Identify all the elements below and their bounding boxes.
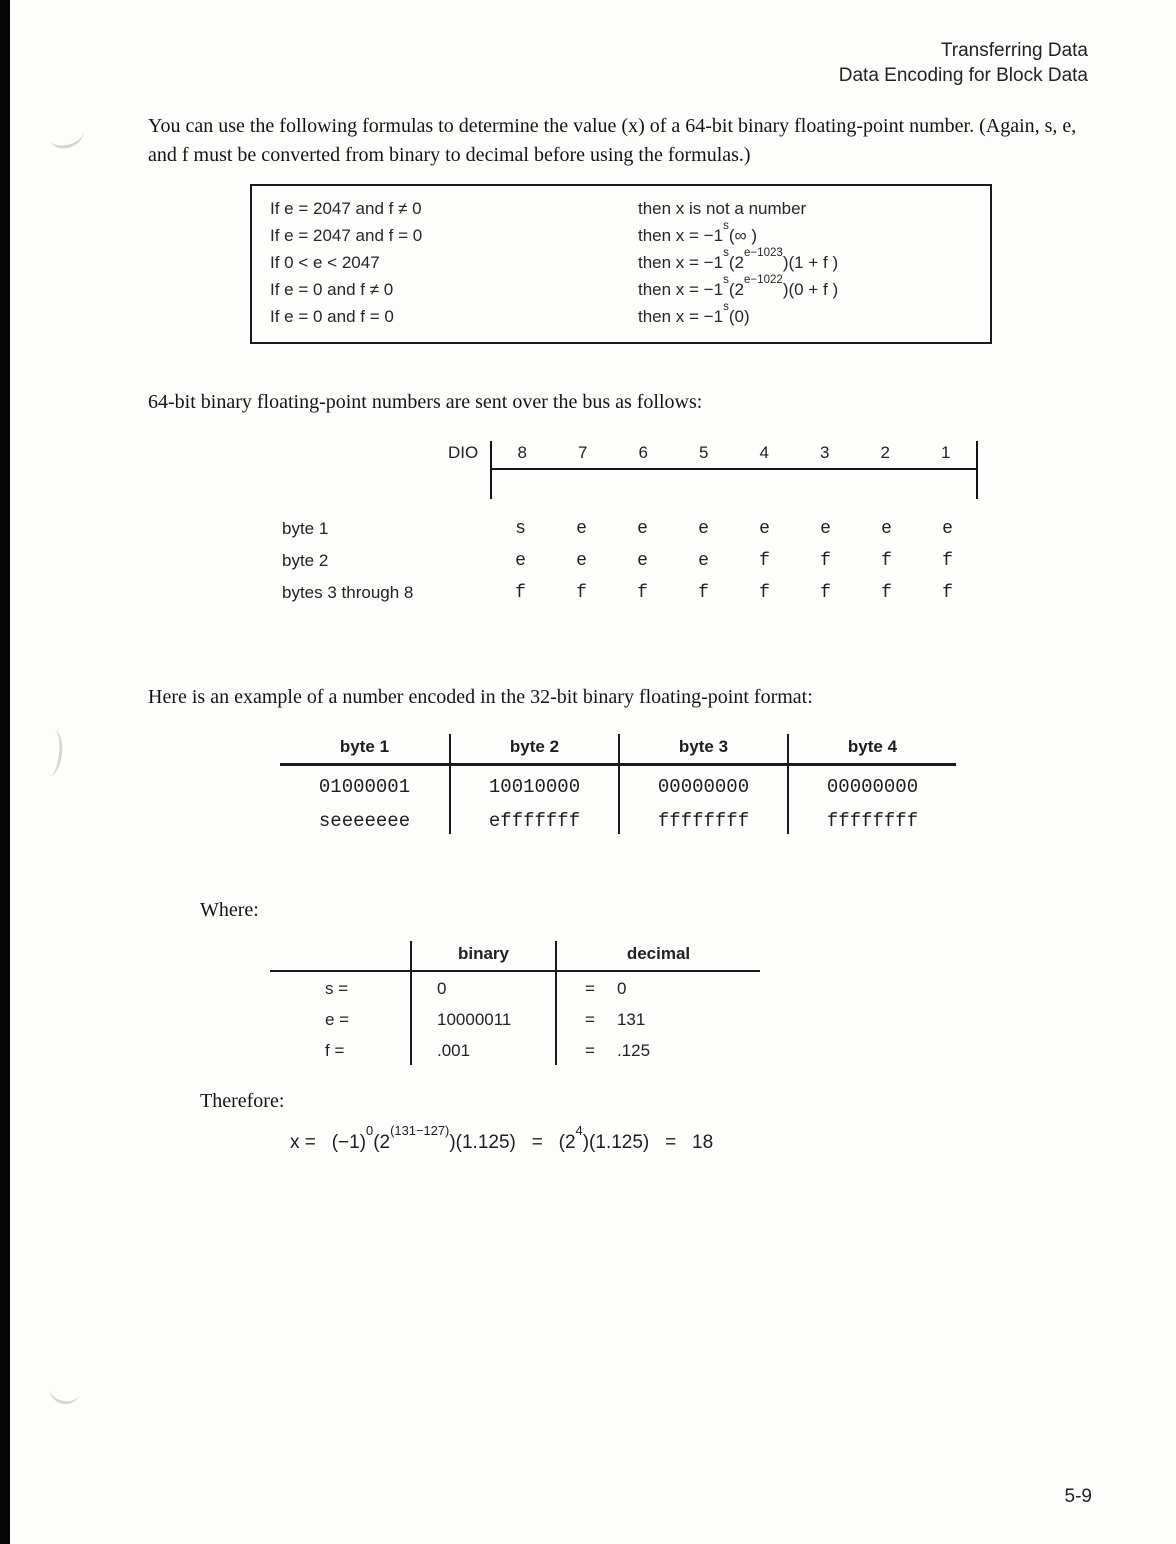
where-table xyxy=(270,941,1176,1065)
example-table xyxy=(280,734,1176,834)
where-decimal-value: 0 xyxy=(616,979,627,998)
formula-row xyxy=(252,249,990,276)
dio-row-cells: e e e e f f f f xyxy=(515,551,953,571)
example-table-header-cell: byte 1 xyxy=(280,734,449,766)
dio-row-cells: f f f f f f f f xyxy=(515,583,953,603)
formula-result: then x is not a number xyxy=(638,199,807,218)
formula-row xyxy=(252,303,990,330)
formula-condition: If e = 2047 and f = 0 xyxy=(270,226,423,245)
where-eq: = xyxy=(585,1041,595,1060)
example-table-header-cell: byte 2 xyxy=(449,734,618,766)
example-table-cell: ffffffff xyxy=(618,800,787,834)
formula-condition: If e = 0 and f = 0 xyxy=(270,307,394,326)
example-table-cell: 00000000 xyxy=(787,766,956,800)
scan-artifact xyxy=(48,1376,82,1407)
where-row-decimal xyxy=(555,1034,760,1065)
where-row-decimal xyxy=(555,972,760,1003)
where-row-binary: .001 xyxy=(410,1034,555,1065)
formula-condition: If 0 < e < 2047 xyxy=(270,253,380,272)
where-row-label: f = xyxy=(325,1041,345,1060)
header-subtitle: Data Encoding for Block Data xyxy=(838,65,1088,86)
formula-result: then $x = -1^s(\infty$ ) xyxy=(638,220,758,245)
where-header-decimal: decimal xyxy=(555,941,760,972)
dio-scale xyxy=(490,441,978,499)
intro-paragraph: You can use the following formulas to determine the value (x) of a 64-bit binary floating-point number. (Again, s, e, and f must be converted from binary to decimal before using the formulas.) xyxy=(148,115,1077,166)
formula-condition: If e = 2047 and f ≠ 0 xyxy=(270,199,422,218)
dio-row xyxy=(282,513,1176,545)
example-table-header-cell: byte 4 xyxy=(787,734,956,766)
where-row-decimal xyxy=(555,1003,760,1034)
example-table-cell: 00000000 xyxy=(618,766,787,800)
dio-row-label: byte 2 xyxy=(282,551,329,570)
where-header-empty xyxy=(270,941,410,972)
dio-row-label: bytes 3 through 8 xyxy=(282,583,414,602)
page-number: 5-9 xyxy=(1064,1486,1092,1507)
dio-bus-table xyxy=(0,441,1176,609)
therefore-formula: $x = (-1)^0(2^{(131-127)})(1.125) = (2^4)(1.125) = 18$ xyxy=(290,1122,714,1153)
example-paragraph: Here is an example of a number encoded in the 32-bit binary floating-point format: xyxy=(148,686,813,708)
where-eq: = xyxy=(585,979,595,998)
where-decimal-value: 131 xyxy=(616,1010,646,1029)
scan-artifact xyxy=(48,120,85,150)
formula-result: then $x = -1^s(0)$ xyxy=(638,301,750,326)
therefore-label: Therefore: xyxy=(200,1090,285,1112)
example-table-cell: 10010000 xyxy=(449,766,618,800)
scan-artifact xyxy=(40,729,65,777)
formula-row xyxy=(252,222,990,249)
where-row-binary: 10000011 xyxy=(410,1003,555,1034)
dio-row xyxy=(282,545,1176,577)
formula-result: then $x = -1^s(2^{e-1023})(1 + f$ ) xyxy=(638,247,839,272)
header-title: Transferring Data xyxy=(940,40,1088,61)
example-table-cell: ffffffff xyxy=(787,800,956,834)
dio-row-cells: s e e e e e e e xyxy=(515,519,953,539)
where-row-label: s = xyxy=(325,979,349,998)
example-table-cell: seeeeeee xyxy=(318,810,411,832)
dio-rows xyxy=(0,513,1176,609)
where-label: Where: xyxy=(200,899,259,921)
formula-row xyxy=(252,195,990,222)
dio-row xyxy=(282,577,1176,609)
example-table-header-cell: byte 3 xyxy=(618,734,787,766)
where-eq: = xyxy=(585,1010,595,1029)
dio-header-row xyxy=(448,441,1176,499)
where-decimal-value: .125 xyxy=(616,1041,651,1060)
where-row-label: e = xyxy=(325,1010,350,1029)
formula-table xyxy=(250,184,992,344)
where-header-binary: binary xyxy=(410,941,555,972)
where-row-binary: 0 xyxy=(410,972,555,1003)
formula-row xyxy=(252,276,990,303)
dio-column-headers: 8 7 6 5 4 3 2 1 xyxy=(492,441,976,470)
page-header xyxy=(0,38,1088,88)
scan-edge-artifact xyxy=(0,0,10,1544)
example-table-cell: efffffff xyxy=(449,800,618,834)
bus-paragraph: 64-bit binary floating-point numbers are sent over the bus as follows: xyxy=(148,391,703,413)
dio-label: DIO xyxy=(448,443,479,462)
formula-condition: If e = 0 and f ≠ 0 xyxy=(270,280,394,299)
dio-row-label: byte 1 xyxy=(282,519,329,538)
example-table-cell: 01000001 xyxy=(318,776,411,798)
formula-result: then $x = -1^s(2^{e-1022})(0 + f$ ) xyxy=(638,274,839,299)
